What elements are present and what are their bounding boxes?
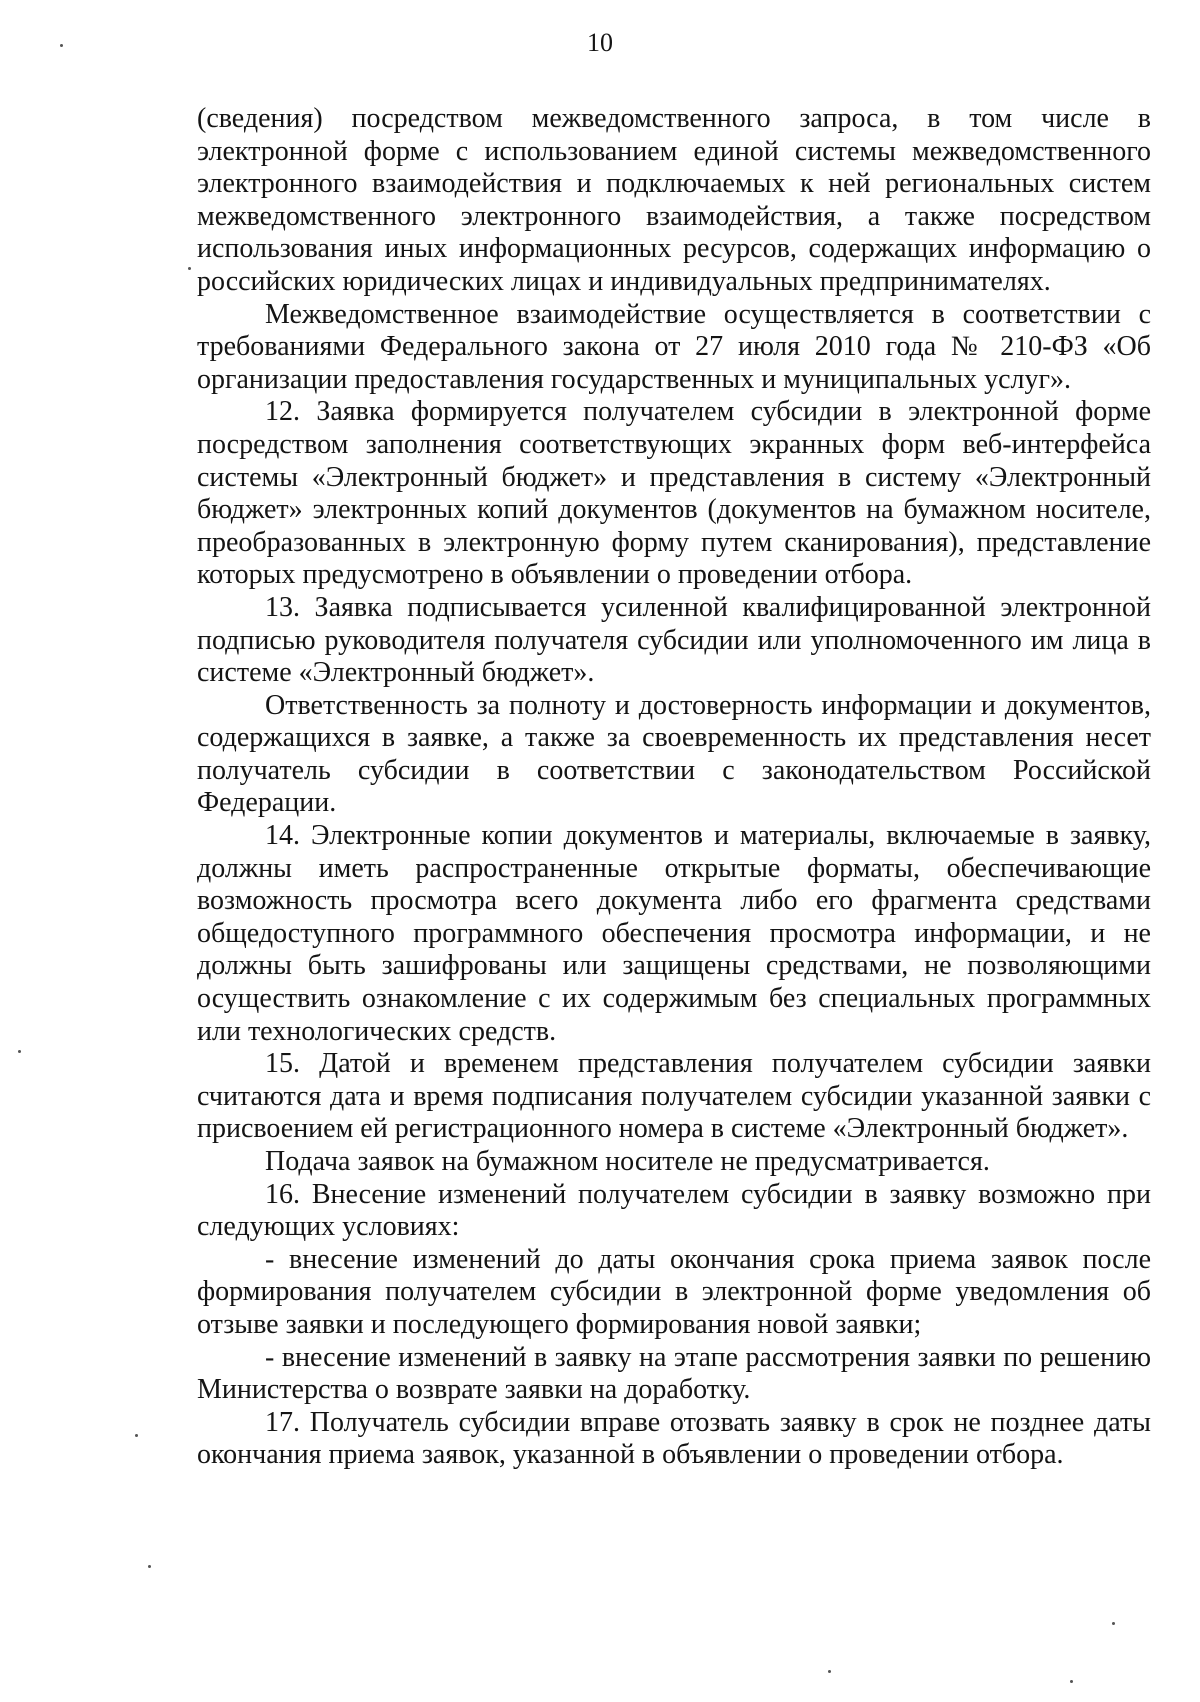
paragraph-interagency: Межведомственное взаимодействие осуществляется в соответствии с требованиями Федерального закона от 27 июля 2010 года № 210-ФЗ «Об организации предоставления государственных и муниципальных услуг». [197,298,1151,395]
paragraph-item-14: 14. Электронные копии документов и материалы, включаемые в заявку, должны иметь распространенные открытые форматы, обеспечивающие возможность просмотра всего документа либо его фрагмента средствами общедоступного программного обеспечения просмотра информации, и не должны быть зашифрованы или защищены средствами, не позволяющими осуществить ознакомление с их содержимым без специальных программных или технологических средств. [197,820,1151,1047]
scan-speck [148,1565,151,1568]
paragraph-continuation: (сведения) посредством межведомственного запроса, в том числе в электронной форме с использованием единой системы межведомственного электронного взаимодействия и подключаемых к ней региональных систем межведомственного электронного взаимодействия, а также посредством использования иных информационных ресурсов, содержащих информацию о российских юридических лицах и индивидуальных предпринимателях. [197,103,1151,297]
page-number: 10 [587,28,613,57]
paragraph-item-17: 17. Получатель субсидии вправе отозвать заявку в срок не позднее даты окончания приема заявок, указанной в объявлении о проведении отбора. [197,1406,1151,1471]
paragraph-item-16: 16. Внесение изменений получателем субсидии в заявку возможно при следующих условиях: [197,1178,1151,1243]
scan-speck [188,267,191,270]
scan-speck [828,1670,831,1673]
document-body [197,103,1151,1472]
scan-speck [135,1434,138,1437]
paragraph-condition-2: - внесение изменений в заявку на этапе рассмотрения заявки по решению Министерства о возврате заявки на доработку. [197,1341,1151,1406]
paragraph-condition-1: - внесение изменений до даты окончания срока приема заявок после формирования получателем субсидии в электронной форме уведомления об отзыве заявки и последующего формирования новой заявки; [197,1243,1151,1340]
paragraph-item-12: 12. Заявка формируется получателем субсидии в электронной форме посредством заполнения соответствующих экранных форм веб-интерфейса системы «Электронный бюджет» и представления в систему «Электронный бюджет» электронных копий документов (документов на бумажном носителе, преобразованных в электронную форму путем сканирования), представление которых предусмотрено в объявлении о проведении отбора. [197,396,1151,591]
paragraph-responsibility: Ответственность за полноту и достоверность информации и документов, содержащихся в заявке, а также за своевременность их представления несет получатель субсидии в соответствии с законодательством Российской Федерации. [197,689,1151,819]
scan-speck [1112,1622,1115,1625]
scan-speck [60,44,63,47]
scan-speck [18,1050,21,1053]
paragraph-item-13: 13. Заявка подписывается усиленной квалифицированной электронной подписью руководителя получателя субсидии или уполномоченного им лица в системе «Электронный бюджет». [197,591,1151,689]
paragraph-item-15: 15. Датой и временем представления получателем субсидии заявки считаются дата и время подписания получателем субсидии указанной заявки с присвоением ей регистрационного номера в системе «Электронный бюджет». [197,1048,1151,1145]
scan-speck [1070,1680,1073,1683]
paragraph-paper-submission: Подача заявок на бумажном носителе не предусматривается. [265,1146,990,1177]
